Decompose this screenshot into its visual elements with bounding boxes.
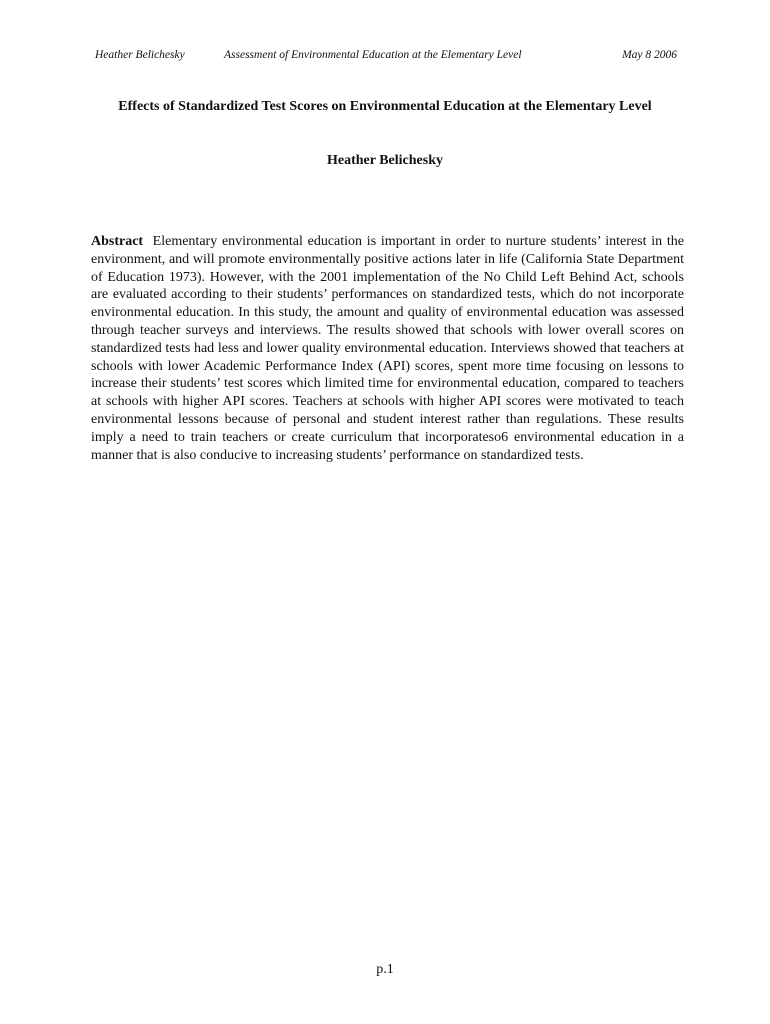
header-title: Assessment of Environmental Education at the Elementary Level	[224, 49, 522, 61]
header-author: Heather Belichesky	[95, 49, 185, 61]
page-number: p.1	[376, 962, 394, 977]
abstract-paragraph	[91, 233, 684, 464]
abstract-label: Abstract	[91, 234, 144, 249]
paper-title: Effects of Standardized Test Scores on Environmental Education at the Elementary Level	[118, 99, 652, 114]
paper-author: Heather Belichesky	[326, 153, 443, 168]
abstract-text: Elementary environmental education is important in order to nurture students’ interest in the environment, and will promote environmentally positive actions later in life (California State Department of Education 1973). However, with the 2001 implementation of the No Child Left Behind Act, schools are evaluated according to their students’ performances on standardized tests, which do not incorporate environmental education. In this study, the amount and quality of environmental education was assessed through teacher surveys and interviews. The results showed that schools with lower overall scores on standardized tests had less and lower quality environmental education. Interviews showed that teachers at schools with lower Academic Performance Index (API) scores, spent more time focusing on lessons to increase their students’ test scores which limited time for environmental education, compared to teachers at schools with higher API scores. Teachers at schools with higher API scores were motivated to teach environmental lessons because of personal and student interest rather than regulations. These results imply a need to train teachers or create curriculum that incorporateso6 environmental education in a manner that is also conducive to increasing students’ performance on standardized tests.	[91, 234, 685, 463]
running-header	[95, 46, 677, 64]
header-date: May 8 2006	[622, 49, 677, 61]
